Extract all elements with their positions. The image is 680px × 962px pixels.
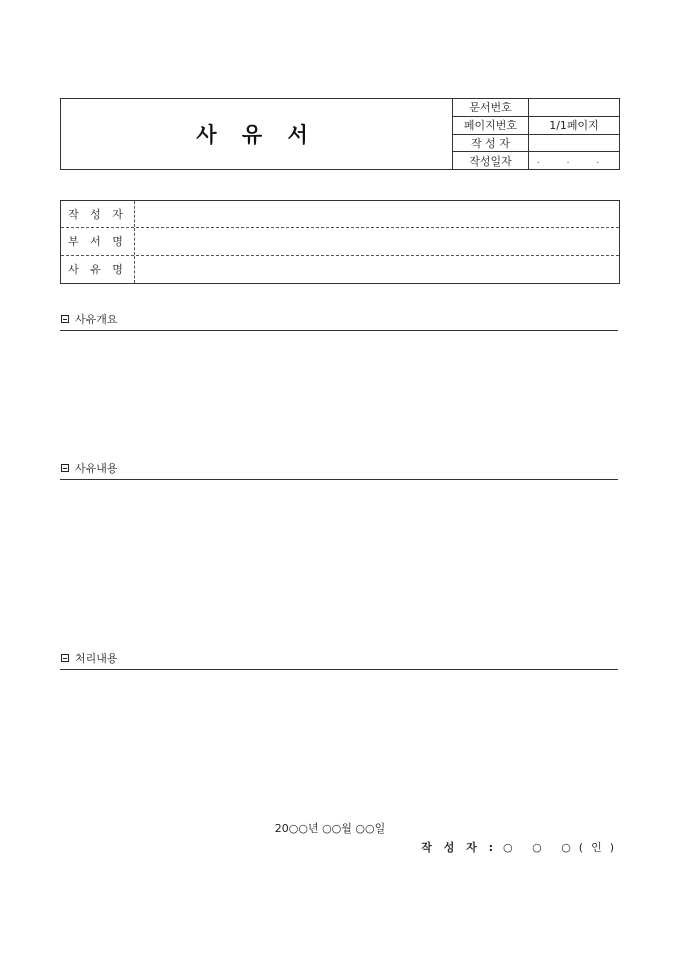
author-signature [421, 839, 622, 855]
info-label: 작 성 자 [61, 201, 135, 227]
info-row-reason [61, 256, 619, 283]
author-name: ○ ○ ○(인) [503, 841, 622, 854]
meta-table [453, 99, 619, 169]
meta-value-page-number: 1/1페이지 [549, 119, 599, 133]
meta-label: 문서번호 [453, 99, 529, 116]
meta-row-date [453, 152, 619, 169]
signature-date: 20○○년 ○○월 ○○일 [274, 822, 386, 835]
meta-value-date[interactable]: . . . [536, 155, 612, 166]
author-label: 작 성 자 : [421, 841, 497, 854]
meta-row-author [453, 135, 619, 153]
section-handling-header [60, 647, 618, 670]
section-title: 사유개요 [75, 313, 118, 326]
meta-label: 작 성 자 [453, 135, 529, 152]
department-field[interactable] [135, 228, 619, 254]
meta-label: 페이지번호 [453, 117, 529, 134]
info-label: 사 유 명 [61, 256, 135, 283]
meta-value-author[interactable] [529, 135, 619, 152]
meta-row-doc-number [453, 99, 619, 117]
section-summary-header [60, 308, 618, 331]
section-title: 사유내용 [75, 462, 118, 475]
info-row-author [61, 201, 619, 228]
info-row-department [61, 228, 619, 255]
title-cell [61, 99, 453, 169]
square-bullet-icon [61, 654, 69, 662]
info-table [60, 200, 620, 284]
meta-value-doc-number[interactable] [529, 99, 619, 116]
meta-label: 작성일자 [453, 152, 529, 169]
reason-field[interactable] [135, 256, 619, 283]
document-title: 사 유 서 [196, 123, 317, 147]
section-content-header [60, 457, 618, 480]
meta-row-page-number [453, 117, 619, 135]
date-line [0, 820, 680, 836]
square-bullet-icon [61, 464, 69, 472]
author-field[interactable] [135, 201, 619, 227]
info-label: 부 서 명 [61, 228, 135, 254]
square-bullet-icon [61, 315, 69, 323]
document-header [60, 98, 620, 170]
section-title: 처리내용 [75, 652, 118, 665]
